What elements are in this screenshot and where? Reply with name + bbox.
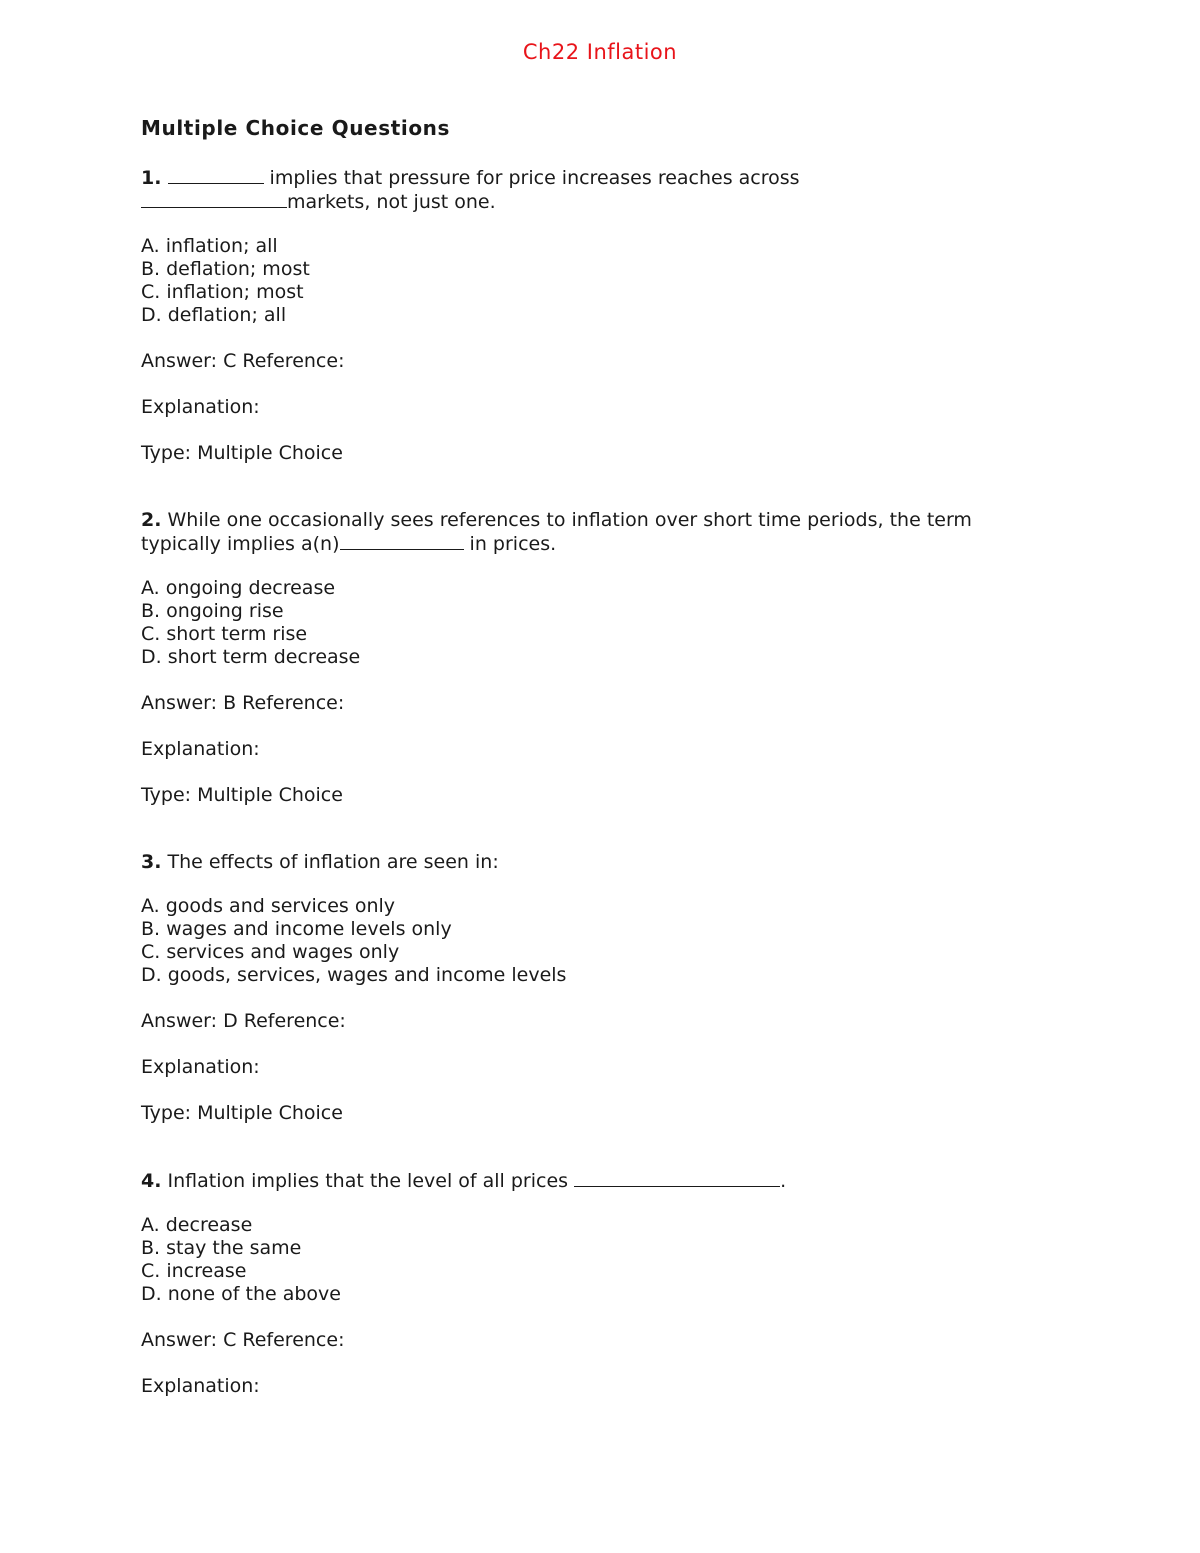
question-3 bbox=[141, 851, 1061, 1125]
explanation-line: Explanation: bbox=[141, 738, 260, 760]
option-c: C. increase bbox=[141, 1260, 247, 1282]
document-title: Ch22 Inflation bbox=[522, 40, 678, 64]
question-2 bbox=[141, 509, 1061, 807]
option-a: A. goods and services only bbox=[141, 895, 396, 917]
question-number: 2. bbox=[141, 509, 162, 531]
option-a: A. inflation; all bbox=[141, 235, 278, 257]
option-list bbox=[141, 1214, 1061, 1306]
explanation-line: Explanation: bbox=[141, 396, 260, 418]
stem-text: implies that pressure for price increases reaches across bbox=[263, 167, 800, 189]
option-list bbox=[141, 235, 1061, 327]
type-line: Type: Multiple Choice bbox=[141, 442, 343, 464]
answer-line: Answer: D Reference: bbox=[141, 1010, 346, 1032]
option-b: B. stay the same bbox=[141, 1237, 302, 1259]
answer-line: Answer: B Reference: bbox=[141, 692, 345, 714]
option-c: C. short term rise bbox=[141, 623, 308, 645]
option-d: D. short term decrease bbox=[141, 646, 361, 668]
question-stem bbox=[141, 509, 1061, 556]
section-heading: Multiple Choice Questions bbox=[141, 116, 451, 140]
question-1 bbox=[141, 166, 1061, 465]
stem-text: markets, not just one. bbox=[287, 191, 496, 213]
explanation-line: Explanation: bbox=[141, 1056, 260, 1078]
type-line: Type: Multiple Choice bbox=[141, 784, 343, 806]
type-line: Type: Multiple Choice bbox=[141, 1102, 343, 1124]
option-a: A. decrease bbox=[141, 1214, 253, 1236]
answer-line: Answer: C Reference: bbox=[141, 1329, 345, 1351]
stem-text: in prices. bbox=[463, 533, 557, 555]
stem-text: The effects of inflation are seen in: bbox=[161, 851, 499, 873]
fill-in-blank bbox=[141, 190, 287, 208]
option-c: C. inflation; most bbox=[141, 281, 304, 303]
option-list bbox=[141, 577, 1061, 669]
question-number: 1. bbox=[141, 167, 162, 189]
option-d: D. goods, services, wages and income levels bbox=[141, 964, 567, 986]
option-a: A. ongoing decrease bbox=[141, 577, 336, 599]
option-c: C. services and wages only bbox=[141, 941, 400, 963]
question-list bbox=[141, 166, 1061, 1398]
question-4 bbox=[141, 1169, 1061, 1398]
fill-in-blank bbox=[340, 532, 464, 550]
option-b: B. deflation; most bbox=[141, 258, 310, 280]
option-d: D. deflation; all bbox=[141, 304, 287, 326]
question-stem bbox=[141, 1169, 1061, 1193]
stem-text: While one occasionally sees references to inflation over short time periods, the term bbox=[161, 509, 972, 531]
option-b: B. wages and income levels only bbox=[141, 918, 452, 940]
stem-text: typically implies a(n) bbox=[141, 533, 340, 555]
answer-line: Answer: C Reference: bbox=[141, 350, 345, 372]
question-number: 4. bbox=[141, 1170, 162, 1192]
stem-text: Inflation implies that the level of all prices bbox=[161, 1170, 575, 1192]
option-list bbox=[141, 895, 1061, 987]
question-number: 3. bbox=[141, 851, 162, 873]
fill-in-blank bbox=[168, 166, 264, 184]
stem-text: . bbox=[780, 1170, 787, 1192]
question-stem bbox=[141, 851, 1061, 874]
option-d: D. none of the above bbox=[141, 1283, 341, 1305]
explanation-line: Explanation: bbox=[141, 1375, 260, 1397]
fill-in-blank bbox=[574, 1169, 780, 1187]
option-b: B. ongoing rise bbox=[141, 600, 284, 622]
question-stem bbox=[141, 166, 1061, 214]
